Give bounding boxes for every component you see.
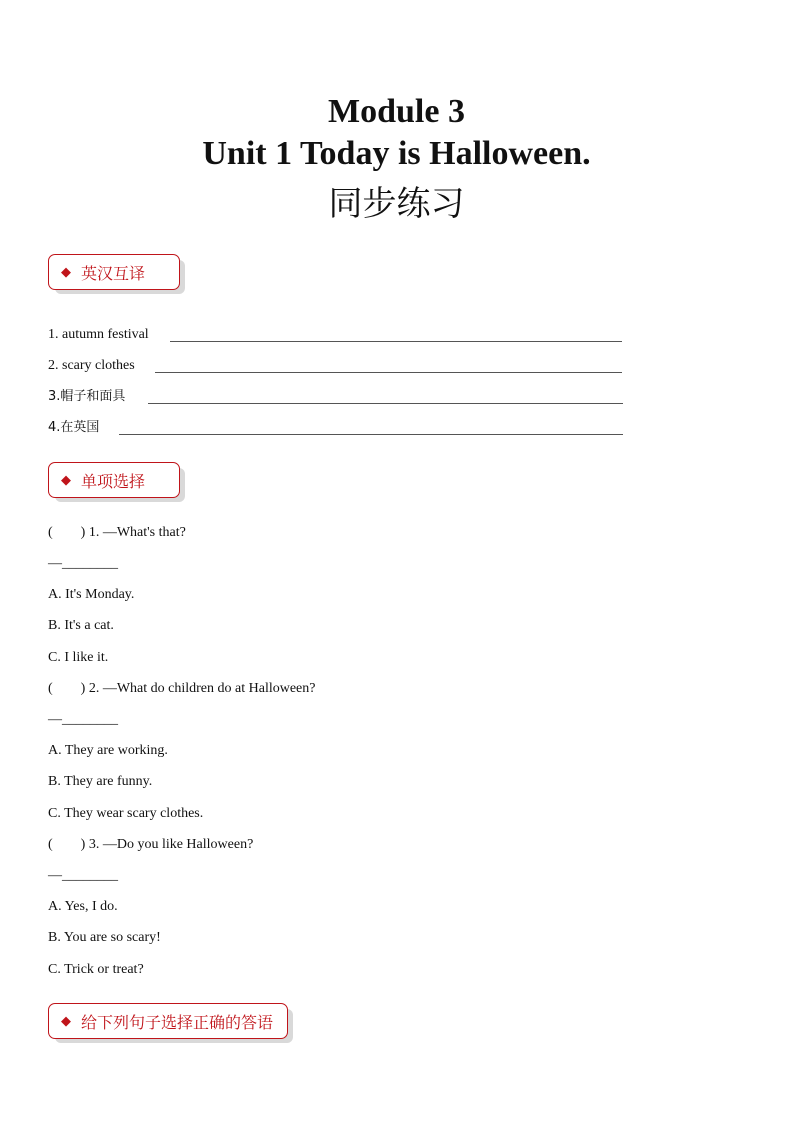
option-a: A. It's Monday.: [48, 587, 135, 602]
diamond-icon: ◆: [61, 472, 71, 488]
translation-prompt: 4.在英国: [48, 420, 100, 435]
answer-blank[interactable]: —________: [48, 712, 118, 727]
question-text: 3. —Do you like Halloween?: [88, 837, 254, 852]
answer-line[interactable]: [119, 434, 623, 435]
answer-blank[interactable]: —________: [48, 868, 118, 883]
answer-line[interactable]: [148, 403, 623, 404]
option-b: B. It's a cat.: [48, 618, 114, 633]
translation-prompt: 2. scary clothes: [48, 358, 135, 373]
section-label: 给下列句子选择正确的答语: [81, 1012, 274, 1032]
section-label: 英汉互译: [81, 263, 146, 283]
translation-item: [48, 326, 149, 344]
answer-line[interactable]: [155, 372, 622, 373]
section-header-translation: [48, 254, 180, 290]
option-a: A. They are working.: [48, 743, 168, 758]
option-b: B. You are so scary!: [48, 930, 161, 945]
question-stem: [48, 680, 315, 698]
question-text: 1. —What's that?: [88, 525, 186, 540]
answer-paren[interactable]: ( ): [48, 681, 86, 696]
module-title: Module 3: [328, 93, 465, 130]
answer-line[interactable]: [170, 341, 622, 342]
section-label: 单项选择: [81, 471, 146, 491]
option-c: C. Trick or treat?: [48, 962, 144, 977]
question-stem: [48, 836, 253, 854]
translation-item: [48, 357, 135, 375]
translation-item: [48, 419, 99, 437]
page-subtitle: 同步练习: [328, 184, 465, 224]
section-header-choice: [48, 462, 180, 498]
translation-prompt: 1. autumn festival: [48, 327, 149, 342]
option-c: C. I like it.: [48, 650, 109, 665]
diamond-icon: ◆: [61, 1013, 71, 1029]
question-text: 2. —What do children do at Halloween?: [88, 681, 316, 696]
option-c: C. They wear scary clothes.: [48, 806, 204, 821]
answer-paren[interactable]: ( ): [48, 837, 86, 852]
translation-prompt: 3.帽子和面具: [48, 389, 126, 404]
unit-title: Unit 1 Today is Halloween.: [202, 135, 591, 172]
section-header-match-answers: [48, 1003, 288, 1039]
diamond-icon: ◆: [61, 264, 71, 280]
option-a: A. Yes, I do.: [48, 899, 118, 914]
answer-blank[interactable]: —________: [48, 556, 118, 571]
question-stem: [48, 524, 186, 542]
option-b: B. They are funny.: [48, 774, 153, 789]
translation-item: [48, 388, 125, 406]
answer-paren[interactable]: ( ): [48, 525, 86, 540]
